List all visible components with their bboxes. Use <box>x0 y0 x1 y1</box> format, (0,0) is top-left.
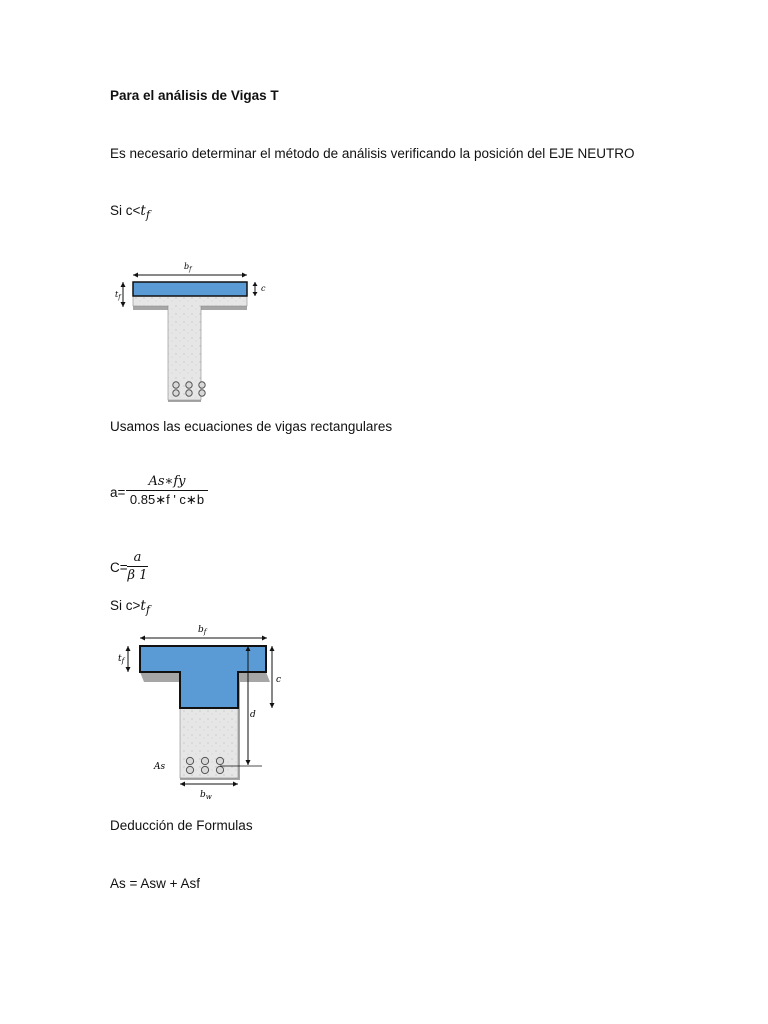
eq-a-lhs: a= <box>110 485 126 500</box>
as-label: As <box>154 762 166 772</box>
c-label: c <box>276 675 282 685</box>
c-label: c <box>261 284 266 293</box>
case2-var: t <box>140 598 146 614</box>
eq-a-fraction <box>126 474 208 508</box>
eq-c-fraction <box>127 550 148 583</box>
rectangular-text: Usamos las ecuaciones de vigas rectangulares <box>110 419 393 434</box>
bw-label: $b_w$ <box>200 790 212 801</box>
t-beam-figure-case2 <box>110 620 310 805</box>
case2-condition <box>110 598 150 617</box>
eq-c-lhs: C= <box>110 560 128 575</box>
case1-condition <box>110 203 150 222</box>
eq-a-denominator: 0.85∗f ' c∗b <box>129 492 205 507</box>
case1-sub: f <box>145 208 150 222</box>
deduction-heading: Deducción de Formulas <box>110 818 253 833</box>
bf-label: $b_f$ <box>184 262 192 273</box>
intro-text: Es necesario determinar el método de análisis verificando la posición del EJE NEUTRO <box>110 146 635 161</box>
eq-c-numerator: a <box>133 550 142 565</box>
case1-prefix: Si c< <box>110 203 141 218</box>
as-equation: As = Asw + Asf <box>110 876 201 891</box>
tf-label: $t_f$ <box>115 290 121 301</box>
d-label: d <box>250 710 256 720</box>
section-heading: Para el análisis de Vigas T <box>110 88 279 103</box>
eq-c-denominator: β 1 <box>127 568 148 583</box>
case1-var: t <box>140 203 146 219</box>
compression-block <box>133 282 247 296</box>
case2-prefix: Si c> <box>110 598 141 613</box>
t-beam-figure-case1 <box>110 255 280 405</box>
eq-a-numerator: As∗fy <box>148 474 186 489</box>
tf-label: $t_f$ <box>118 654 125 665</box>
case2-sub: f <box>145 603 150 617</box>
bf-label: $b_f$ <box>198 625 207 636</box>
